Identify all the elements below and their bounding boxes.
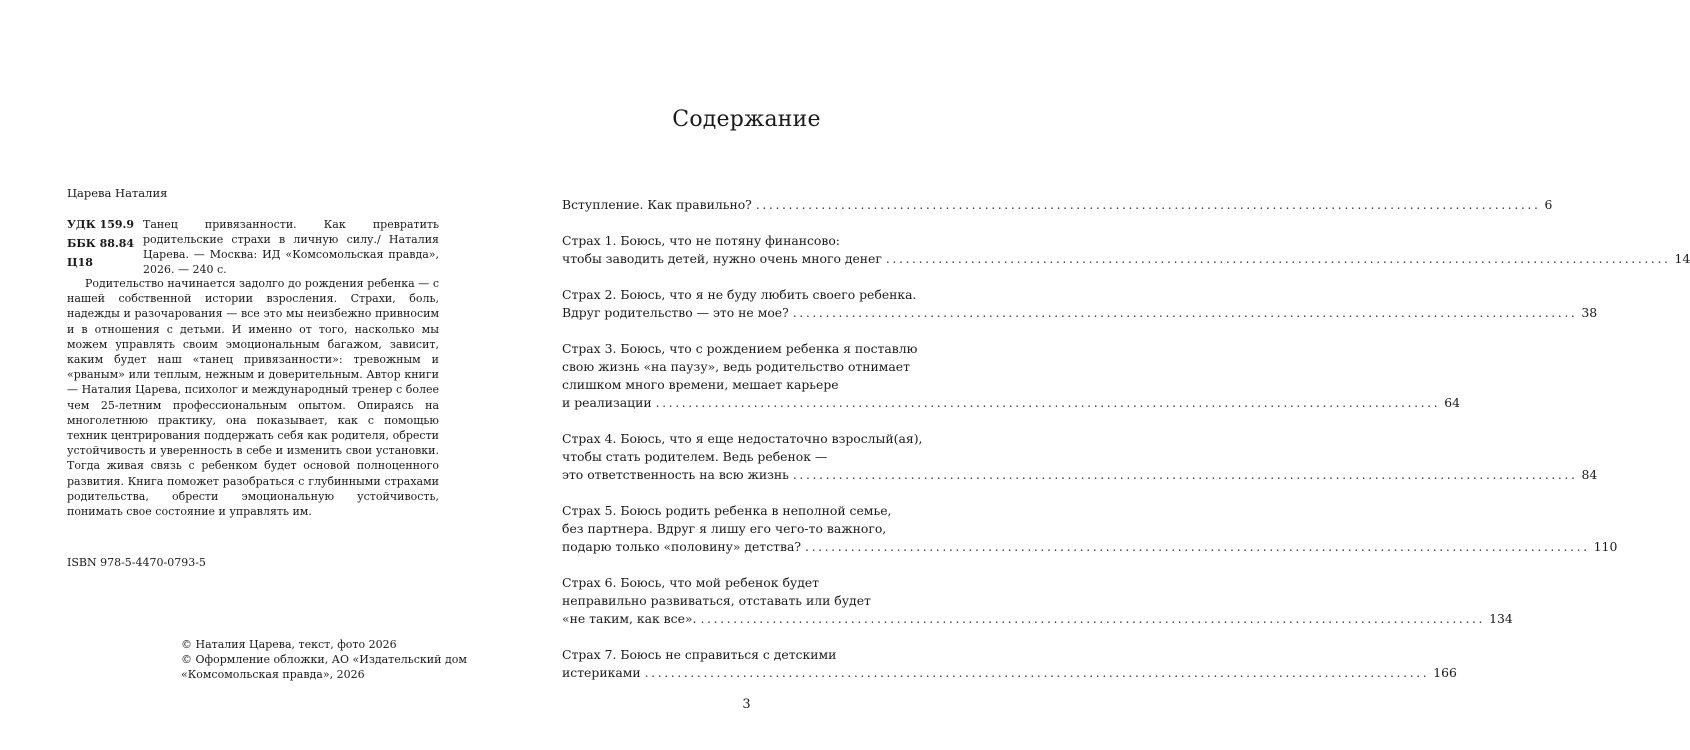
toc-leader-dots: ........................................................................................................................ bbox=[885, 251, 1671, 266]
toc-entry-line: Вступление. Как правильно? bbox=[562, 197, 752, 212]
bibliographic-record: Танец привязанности. Как превратить родительские страхи в личную силу./ Наталия Царева. — Москва: ИД «Комсомольская правда», 2026. — 240 с. bbox=[143, 218, 439, 276]
toc-entry-line: слишком много времени, мешает карьере bbox=[562, 377, 839, 392]
toc-entry-line: чтобы заводить детей, нужно очень много денег bbox=[562, 251, 882, 266]
toc-leader-dots: ........................................................................................................................ bbox=[755, 197, 1541, 212]
toc-entry bbox=[562, 502, 1618, 556]
toc-entry-line: свою жизнь «на паузу», ведь родительство отнимает bbox=[562, 359, 910, 374]
toc-entry-last-line bbox=[562, 196, 1553, 214]
copyright-block bbox=[181, 637, 467, 682]
toc-entry bbox=[562, 646, 1457, 682]
toc-page-number: 166 bbox=[1433, 665, 1457, 680]
toc-entry-last-line bbox=[562, 304, 1598, 322]
toc-leader-dots: ........................................................................................................................ bbox=[655, 395, 1441, 410]
toc-entry-line: Страх 5. Боюсь родить ребенка в неполной семье, bbox=[562, 503, 892, 518]
author-name: Царева Наталия bbox=[67, 186, 168, 200]
toc-entry-line: неправильно развиваться, отставать или будет bbox=[562, 593, 871, 608]
toc-entry bbox=[562, 430, 1598, 484]
toc-entry bbox=[562, 286, 1598, 322]
toc-entry-line: чтобы стать родителем. Ведь ребенок — bbox=[562, 449, 828, 464]
toc-entry-line: Страх 1. Боюсь, что не потяну финансово: bbox=[562, 233, 840, 248]
toc-entry-last-line bbox=[562, 610, 1513, 628]
bbk-code: ББК 88.84 bbox=[67, 237, 135, 250]
toc-entry-line: и реализации bbox=[562, 395, 652, 410]
toc-entry-line: Страх 2. Боюсь, что я не буду любить своего ребенка. bbox=[562, 287, 917, 302]
right-page bbox=[500, 0, 1690, 750]
toc-page-number: 14 bbox=[1674, 251, 1690, 266]
toc-entry-line: «не таким, как все». bbox=[562, 611, 697, 626]
udk-code: УДК 159.9 bbox=[67, 218, 134, 231]
toc-leader-dots: ........................................................................................................................ bbox=[700, 611, 1486, 626]
annotation-text: Родительство начинается задолго до рождения ребенка — с нашей собственной истории взросления. Страхи, боль, надежды и разочарования — все это мы неизбежно привносим и в отношения с детьми. И именно от того, насколько мы можем управлять своим эмоциональным багажом, зависит, каким будет наш «танец привязанности»: тревожным и «рваным» или теплым, нежным и доверительным. Автор книги — Наталия Царева, психолог и международный тренер с более чем 25-летним профессиональным опытом. Опираясь на многолетнюю практику, она показывает, как с помощью техник центрирования поддержать себя как родителя, обрести устойчивость и уверенность в себе и изменить свои установки. Тогда живая связь с ребенком будет основой полноценного развития. Книга поможет разобраться с глубинными страхами родительства, обрести эмоциональную устойчивость, понимать свое состояние и управлять им. bbox=[67, 277, 439, 519]
toc-entry-line: это ответственность на всю жизнь bbox=[562, 467, 789, 482]
toc-entry-last-line bbox=[562, 466, 1598, 484]
toc-page-number: 64 bbox=[1444, 395, 1461, 410]
toc-page-number: 134 bbox=[1489, 611, 1513, 626]
page-number: 3 bbox=[742, 697, 751, 712]
toc-page-number: 6 bbox=[1544, 197, 1553, 212]
toc-entry-last-line bbox=[562, 250, 1690, 268]
toc-entry-line: подарю только «половину» детства? bbox=[562, 539, 802, 554]
toc-page-number: 110 bbox=[1593, 539, 1618, 554]
table-of-contents bbox=[562, 196, 1690, 700]
toc-leader-dots: ........................................................................................................................ bbox=[644, 665, 1430, 680]
toc-entry bbox=[562, 196, 1553, 214]
toc-entry-line: Страх 3. Боюсь, что с рождением ребенка я поставлю bbox=[562, 341, 918, 356]
toc-entry-line: Страх 7. Боюсь не справиться с детскими bbox=[562, 647, 837, 662]
toc-entry-last-line bbox=[562, 664, 1457, 682]
toc-entry bbox=[562, 340, 1461, 412]
toc-entry-last-line bbox=[562, 538, 1618, 556]
author-mark: Ц18 bbox=[67, 256, 93, 269]
toc-entry bbox=[562, 232, 1690, 268]
toc-entry-line: без партнера. Вдруг я лишу его чего-то важного, bbox=[562, 521, 887, 536]
isbn: ISBN 978-5-4470-0793-5 bbox=[67, 556, 206, 569]
toc-leader-dots: ........................................................................................................................ bbox=[805, 539, 1590, 554]
toc-page-number: 38 bbox=[1581, 305, 1598, 320]
toc-entry-line: Страх 4. Боюсь, что я еще недостаточно взрослый(ая), bbox=[562, 431, 923, 446]
toc-entry-line: Вдруг родительство — это не мое? bbox=[562, 305, 789, 320]
toc-entry-line: Страх 6. Боюсь, что мой ребенок будет bbox=[562, 575, 820, 590]
toc-entry-line: истериками bbox=[562, 665, 641, 680]
toc-leader-dots: ........................................................................................................................ bbox=[792, 305, 1578, 320]
copyright-line: «Комсомольская правда», 2026 bbox=[181, 668, 365, 681]
toc-title: Содержание bbox=[672, 107, 821, 132]
copyright-line: © Наталия Царева, текст, фото 2026 bbox=[181, 638, 397, 651]
left-page bbox=[0, 0, 500, 750]
classification-codes bbox=[67, 217, 137, 274]
toc-leader-dots: ........................................................................................................................ bbox=[792, 467, 1578, 482]
toc-entry bbox=[562, 574, 1513, 628]
copyright-line: © Оформление обложки, АО «Издательский дом bbox=[181, 653, 467, 666]
toc-entry-last-line bbox=[562, 394, 1461, 412]
toc-page-number: 84 bbox=[1581, 467, 1598, 482]
